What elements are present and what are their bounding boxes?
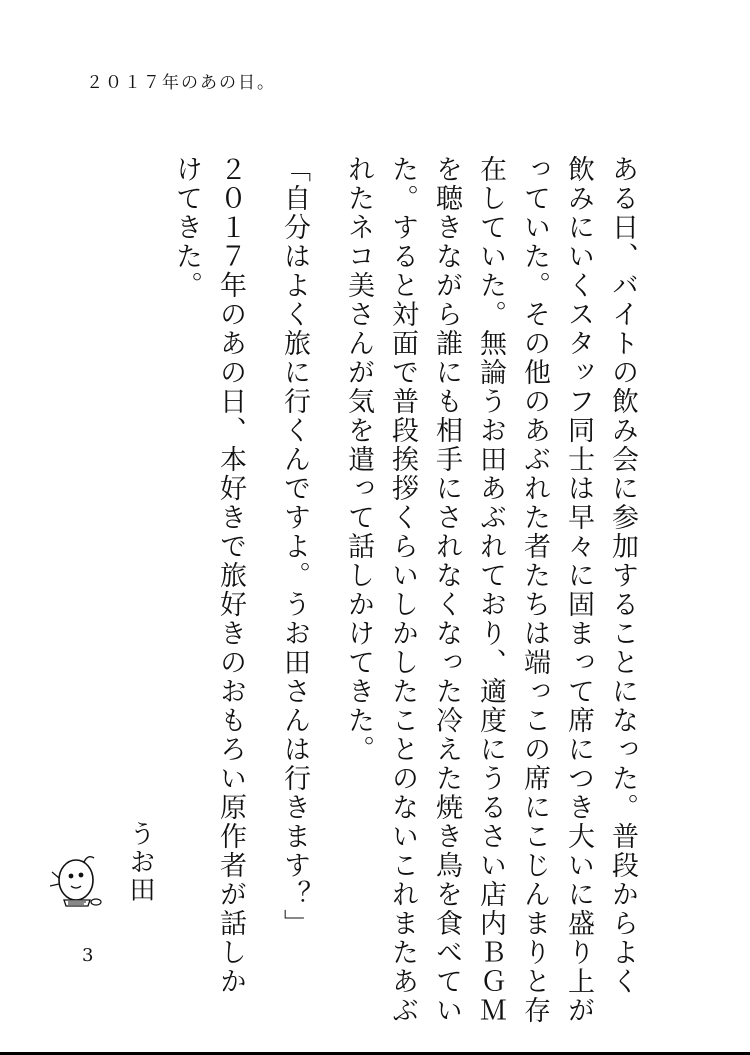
text-column: れたネコ美さんが気を遣って話しかけてきた。 bbox=[343, 155, 374, 764]
text-column: けてきた。 bbox=[171, 155, 202, 300]
text-column: ２０１７年のあの日、本好きで旅好きのおもろい原作者が話しか bbox=[215, 155, 246, 996]
vertical-body-text bbox=[164, 155, 644, 1025]
text-column: た。すると対面で普段挨拶くらいしかしたことのないこれまたあぶ bbox=[387, 155, 418, 1025]
paragraph-gap bbox=[316, 155, 336, 915]
text-column: を聴きながら誰にも相手にされなくなった冷えた焼き鳥を食べてい bbox=[431, 155, 462, 1025]
text-column: っていた。その他のあぶれた者たちは端っこの席にこじんまりと存 bbox=[519, 155, 550, 1025]
page-header-title: ２０１７年のあの日。 bbox=[86, 73, 276, 93]
text-column: 在していた。無論うお田あぶれており、適度にうるさい店内ＢＧＭ bbox=[475, 155, 506, 1025]
text-column: ある日、バイトの飲み会に参加することになった。普段からよく bbox=[607, 155, 638, 996]
page-number: 3 bbox=[82, 945, 94, 966]
text-column: 飲みにいくスタッフ同士は早々に固まって席につき大いに盛り上が bbox=[563, 155, 594, 1025]
author-name: うお田 bbox=[125, 820, 155, 904]
quote-column: 「自分はよく旅に行くんですよ。うお田さんは行きます？」 bbox=[279, 155, 310, 938]
paragraph-gap bbox=[252, 155, 272, 915]
fish-character-icon bbox=[44, 844, 114, 914]
author-signature bbox=[44, 820, 155, 920]
